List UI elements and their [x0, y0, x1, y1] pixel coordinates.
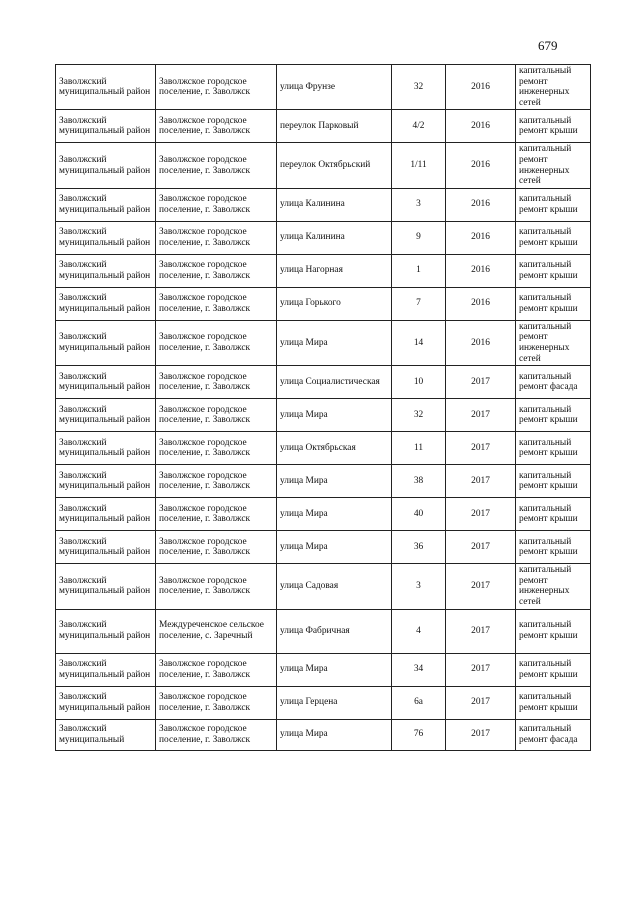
year-cell: 2017	[446, 531, 516, 564]
year-cell: 2016	[446, 221, 516, 254]
district-cell: Заволжский муниципальный	[56, 719, 156, 750]
house-number-cell: 34	[392, 653, 446, 686]
work-type-cell: капитальный ремонт крыши	[516, 686, 591, 719]
district-cell: Заволжский муниципальный район	[56, 366, 156, 399]
work-type-cell: капитальный ремонт крыши	[516, 609, 591, 653]
table-row	[56, 221, 591, 254]
year-cell: 2017	[446, 498, 516, 531]
work-type-cell: капитальный ремонт крыши	[516, 531, 591, 564]
work-type-cell: капитальный ремонт инженерных сетей	[516, 65, 591, 110]
district-cell: Заволжский муниципальный район	[56, 143, 156, 188]
work-type-cell: капитальный ремонт крыши	[516, 432, 591, 465]
year-cell: 2016	[446, 320, 516, 365]
year-cell: 2017	[446, 399, 516, 432]
settlement-cell: Заволжское городское поселение, г. Заволжск	[156, 366, 277, 399]
district-cell: Заволжский муниципальный район	[56, 221, 156, 254]
settlement-cell: Заволжское городское поселение, г. Заволжск	[156, 531, 277, 564]
year-cell: 2017	[446, 465, 516, 498]
work-type-cell: капитальный ремонт инженерных сетей	[516, 320, 591, 365]
year-cell: 2016	[446, 110, 516, 143]
settlement-cell: Заволжское городское поселение, г. Заволжск	[156, 686, 277, 719]
work-type-cell: капитальный ремонт крыши	[516, 254, 591, 287]
table-row	[56, 609, 591, 653]
table-row	[56, 719, 591, 750]
work-type-cell: капитальный ремонт фасада	[516, 366, 591, 399]
table-row	[56, 65, 591, 110]
year-cell: 2017	[446, 564, 516, 609]
house-number-cell: 14	[392, 320, 446, 365]
settlement-cell: Заволжское городское поселение, г. Заволжск	[156, 432, 277, 465]
street-cell: улица Горького	[277, 287, 392, 320]
settlement-cell: Заволжское городское поселение, г. Заволжск	[156, 287, 277, 320]
settlement-cell: Заволжское городское поселение, г. Заволжск	[156, 465, 277, 498]
year-cell: 2017	[446, 653, 516, 686]
repair-program-table	[55, 64, 591, 751]
table-row	[56, 254, 591, 287]
year-cell: 2017	[446, 366, 516, 399]
street-cell: улица Калинина	[277, 188, 392, 221]
district-cell: Заволжский муниципальный район	[56, 531, 156, 564]
street-cell: улица Мира	[277, 498, 392, 531]
district-cell: Заволжский муниципальный район	[56, 399, 156, 432]
settlement-cell: Заволжское городское поселение, г. Заволжск	[156, 320, 277, 365]
settlement-cell: Междуреченское сельское поселение, с. Заречный	[156, 609, 277, 653]
house-number-cell: 36	[392, 531, 446, 564]
street-cell: улица Мира	[277, 465, 392, 498]
district-cell: Заволжский муниципальный район	[56, 498, 156, 531]
table-row	[56, 188, 591, 221]
street-cell: улица Мира	[277, 399, 392, 432]
street-cell: улица Фрунзе	[277, 65, 392, 110]
work-type-cell: капитальный ремонт инженерных сетей	[516, 564, 591, 609]
house-number-cell: 38	[392, 465, 446, 498]
table-row	[56, 399, 591, 432]
street-cell: улица Мира	[277, 653, 392, 686]
street-cell: улица Октябрьская	[277, 432, 392, 465]
street-cell: улица Социалистическая	[277, 366, 392, 399]
district-cell: Заволжский муниципальный район	[56, 653, 156, 686]
year-cell: 2016	[446, 254, 516, 287]
house-number-cell: 4/2	[392, 110, 446, 143]
year-cell: 2017	[446, 719, 516, 750]
table-row	[56, 531, 591, 564]
house-number-cell: 1	[392, 254, 446, 287]
settlement-cell: Заволжское городское поселение, г. Заволжск	[156, 399, 277, 432]
year-cell: 2016	[446, 188, 516, 221]
settlement-cell: Заволжское городское поселение, г. Заволжск	[156, 653, 277, 686]
house-number-cell: 32	[392, 399, 446, 432]
street-cell: переулок Парковый	[277, 110, 392, 143]
district-cell: Заволжский муниципальный район	[56, 254, 156, 287]
district-cell: Заволжский муниципальный район	[56, 320, 156, 365]
settlement-cell: Заволжское городское поселение, г. Заволжск	[156, 564, 277, 609]
district-cell: Заволжский муниципальный район	[56, 609, 156, 653]
street-cell: улица Фабричная	[277, 609, 392, 653]
work-type-cell: капитальный ремонт крыши	[516, 287, 591, 320]
table-row	[56, 653, 591, 686]
district-cell: Заволжский муниципальный район	[56, 110, 156, 143]
house-number-cell: 11	[392, 432, 446, 465]
year-cell: 2017	[446, 686, 516, 719]
table-row	[56, 110, 591, 143]
street-cell: переулок Октябрьский	[277, 143, 392, 188]
house-number-cell: 3	[392, 188, 446, 221]
district-cell: Заволжский муниципальный район	[56, 432, 156, 465]
house-number-cell: 9	[392, 221, 446, 254]
year-cell: 2016	[446, 143, 516, 188]
district-cell: Заволжский муниципальный район	[56, 65, 156, 110]
district-cell: Заволжский муниципальный район	[56, 564, 156, 609]
work-type-cell: капитальный ремонт крыши	[516, 399, 591, 432]
settlement-cell: Заволжское городское поселение, г. Заволжск	[156, 143, 277, 188]
table-row	[56, 366, 591, 399]
table-row	[56, 498, 591, 531]
district-cell: Заволжский муниципальный район	[56, 686, 156, 719]
table-row	[56, 320, 591, 365]
settlement-cell: Заволжское городское поселение, г. Заволжск	[156, 254, 277, 287]
work-type-cell: капитальный ремонт крыши	[516, 498, 591, 531]
district-cell: Заволжский муниципальный район	[56, 465, 156, 498]
year-cell: 2016	[446, 65, 516, 110]
work-type-cell: капитальный ремонт крыши	[516, 110, 591, 143]
house-number-cell: 40	[392, 498, 446, 531]
work-type-cell: капитальный ремонт инженерных сетей	[516, 143, 591, 188]
table-row	[56, 564, 591, 609]
house-number-cell: 76	[392, 719, 446, 750]
street-cell: улица Герцена	[277, 686, 392, 719]
year-cell: 2017	[446, 609, 516, 653]
house-number-cell: 7	[392, 287, 446, 320]
street-cell: улица Калинина	[277, 221, 392, 254]
settlement-cell: Заволжское городское поселение, г. Заволжск	[156, 719, 277, 750]
district-cell: Заволжский муниципальный район	[56, 188, 156, 221]
district-cell: Заволжский муниципальный район	[56, 287, 156, 320]
year-cell: 2016	[446, 287, 516, 320]
house-number-cell: 6а	[392, 686, 446, 719]
settlement-cell: Заволжское городское поселение, г. Заволжск	[156, 221, 277, 254]
table-row	[56, 143, 591, 188]
work-type-cell: капитальный ремонт крыши	[516, 221, 591, 254]
table-row	[56, 287, 591, 320]
street-cell: улица Мира	[277, 719, 392, 750]
street-cell: улица Садовая	[277, 564, 392, 609]
year-cell: 2017	[446, 432, 516, 465]
street-cell: улица Мира	[277, 531, 392, 564]
table-row	[56, 686, 591, 719]
work-type-cell: капитальный ремонт крыши	[516, 653, 591, 686]
street-cell: улица Мира	[277, 320, 392, 365]
house-number-cell: 32	[392, 65, 446, 110]
work-type-cell: капитальный ремонт фасада	[516, 719, 591, 750]
page-number: 679	[538, 38, 558, 53]
house-number-cell: 4	[392, 609, 446, 653]
house-number-cell: 10	[392, 366, 446, 399]
table-row	[56, 465, 591, 498]
table-row	[56, 432, 591, 465]
work-type-cell: капитальный ремонт крыши	[516, 465, 591, 498]
settlement-cell: Заволжское городское поселение, г. Заволжск	[156, 110, 277, 143]
settlement-cell: Заволжское городское поселение, г. Заволжск	[156, 65, 277, 110]
settlement-cell: Заволжское городское поселение, г. Заволжск	[156, 498, 277, 531]
house-number-cell: 1/11	[392, 143, 446, 188]
house-number-cell: 3	[392, 564, 446, 609]
settlement-cell: Заволжское городское поселение, г. Заволжск	[156, 188, 277, 221]
street-cell: улица Нагорная	[277, 254, 392, 287]
work-type-cell: капитальный ремонт крыши	[516, 188, 591, 221]
